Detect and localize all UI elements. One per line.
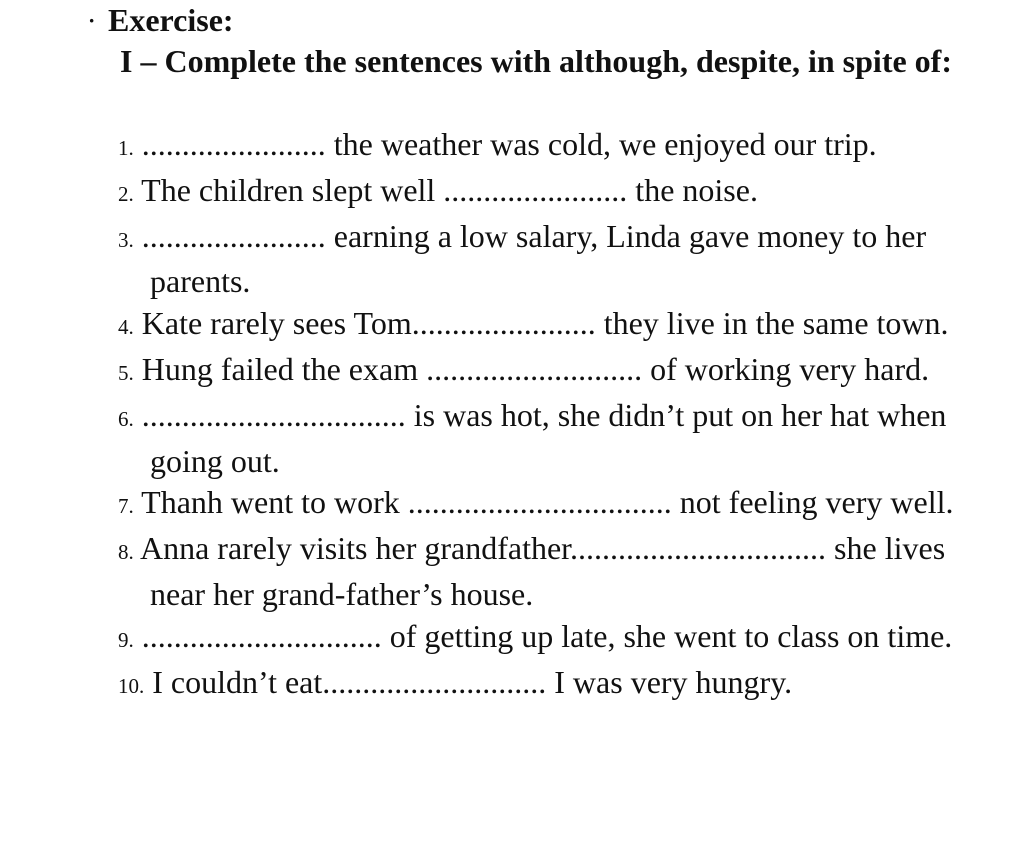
exercise-item-10 xyxy=(118,662,968,708)
exercise-item-8 xyxy=(118,528,968,616)
item-number: 8. xyxy=(118,540,134,565)
exercise-item-2 xyxy=(118,170,968,216)
item-sentence: .............................. of getting up late, she went to class on time. xyxy=(141,617,953,654)
item-number: 1. xyxy=(118,136,134,160)
bullet-icon: · xyxy=(88,8,96,33)
item-sentence: ....................... earning a low salary, Linda gave money to her parents. xyxy=(141,217,927,300)
item-sentence: ....................... the weather was cold, we enjoyed our trip. xyxy=(141,126,877,162)
exercise-item-1 xyxy=(118,124,968,170)
instruction-text: I – Complete the sentences with although, despite, in spite of: xyxy=(120,43,952,79)
item-sentence: Hung failed the exam ........................... of working very hard. xyxy=(141,350,930,387)
exercise-item-9 xyxy=(118,616,968,662)
item-sentence: ................................. is was hot, she didn’t put on her hat when going out. xyxy=(141,396,947,479)
exercise-title: Exercise: xyxy=(108,2,234,38)
exercise-list xyxy=(118,124,968,707)
item-sentence: Anna rarely visits her grandfather................................ she lives near her grand-father’s house. xyxy=(139,530,946,612)
exercise-item-7 xyxy=(118,482,968,528)
item-number: 4. xyxy=(118,315,134,340)
item-number: 5. xyxy=(118,360,134,385)
item-number: 9. xyxy=(118,627,134,652)
item-number: 6. xyxy=(118,406,134,431)
exercise-item-5 xyxy=(118,349,968,395)
item-number: 3. xyxy=(118,227,134,252)
exercise-heading xyxy=(88,0,234,41)
exercise-item-3 xyxy=(118,216,968,304)
item-number: 10. xyxy=(118,673,145,698)
item-sentence: I couldn’t eat............................ I was very hungry. xyxy=(152,663,793,700)
item-sentence: Thanh went to work ................................. not feeling very well. xyxy=(141,484,954,521)
item-sentence: Kate rarely sees Tom....................... they live in the same town. xyxy=(141,305,949,342)
item-number: 2. xyxy=(118,181,134,206)
item-number: 7. xyxy=(118,494,134,519)
exercise-item-4 xyxy=(118,303,968,349)
item-sentence: The children slept well ....................... the noise. xyxy=(141,171,758,208)
exercise-item-6 xyxy=(118,395,968,483)
